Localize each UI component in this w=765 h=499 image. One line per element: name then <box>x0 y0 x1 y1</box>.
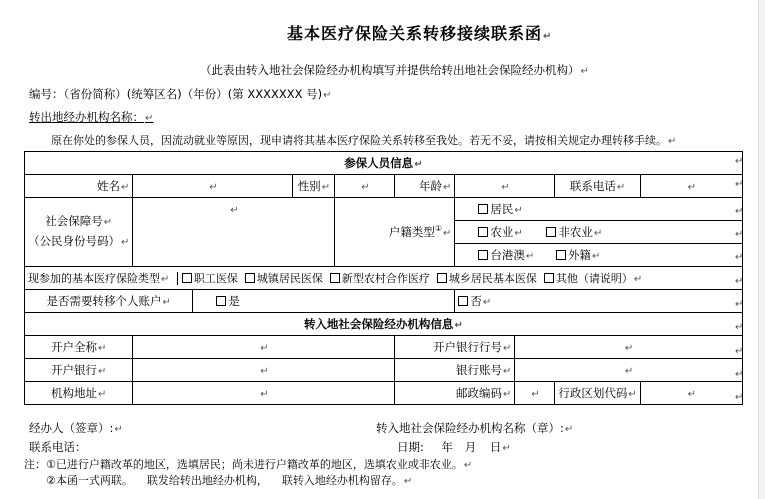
checkbox-icon[interactable] <box>216 296 226 306</box>
row-end-mark: ↵ <box>735 179 744 190</box>
address-label: 机构地址↵ <box>25 382 133 405</box>
title-text: 基本医疗保险关系转移接续联系函 <box>287 24 543 43</box>
subtitle <box>200 62 589 78</box>
region-code-field[interactable]: ↵ <box>640 382 742 405</box>
addressee-line <box>29 109 153 125</box>
bank-field[interactable]: ↵ <box>133 359 395 382</box>
region-code-label: 行政区划代码↵ <box>555 382 640 405</box>
org-name-text: 转入地社会保险经办机构名称（章）: <box>376 421 564 435</box>
age-field[interactable]: ↵ <box>455 175 555 198</box>
account-name-field[interactable]: ↵ <box>133 336 395 359</box>
intro-text: 原在你处的参保人员，因流动就业等原因，现申请将其基本医疗保险关系转移至我处。若无不妥，请按相关规定办理转移手续。 <box>51 134 667 147</box>
hukou-option-foreign[interactable]: 台港澳↵ 外籍↵ <box>455 244 742 267</box>
note-1-text: 注：①已进行户籍改革的地区，选填居民；尚未进行户籍改革的地区，选填农业或非农业。 <box>24 458 463 471</box>
checkbox-icon[interactable] <box>182 273 192 283</box>
paragraph-mark: ↵ <box>145 113 154 124</box>
row-end-mark: ↵ <box>735 229 744 240</box>
name-label: 姓名↵ <box>25 175 133 198</box>
org-name-line: 转入地社会保险经办机构名称（章）:↵ <box>376 421 574 435</box>
checkbox-icon[interactable] <box>330 273 340 283</box>
section-header-row <box>25 152 743 175</box>
postcode-label: 邮政编码↵ <box>395 382 515 405</box>
insurance-type-cell: 现参加的基本医疗保险类型↵ 职工医保 城镇居民医保 新型农村合作医疗 城乡居民基本医保 其他（请说明）↵ <box>25 267 743 290</box>
ssn-label: 社会保障号↵ （公民身份号码）↵ <box>25 198 133 267</box>
date-label: 日期: <box>397 440 424 454</box>
handler-line: 经办人（签章）:↵ <box>29 421 123 435</box>
row-end-mark: ↵ <box>735 369 744 380</box>
checkbox-icon[interactable] <box>478 227 488 237</box>
date-line: 日期: 年 月 日↵ <box>397 440 511 454</box>
note-2-part-a: ②本函一式两联。 <box>46 474 133 487</box>
note-2-part-c: 联转入地经办机构留存。 <box>281 474 403 487</box>
checkbox-icon[interactable] <box>478 204 488 214</box>
account-no-field[interactable]: ↵ <box>515 359 742 382</box>
checkbox-icon[interactable] <box>478 250 488 260</box>
row-end-mark: ↵ <box>735 276 744 287</box>
handler-text: 经办人（签章）: <box>29 421 114 435</box>
row-end-mark: ↵ <box>735 206 744 217</box>
note-1: 注：①已进行户籍改革的地区，选填居民；尚未进行户籍改革的地区，选填农业或非农业。↵ <box>24 458 473 471</box>
name-field[interactable]: ↵ <box>133 175 293 198</box>
basic-info-row <box>25 175 743 198</box>
checkbox-icon[interactable] <box>458 296 468 306</box>
date-day: 日 <box>489 440 502 454</box>
row-end-mark: ↵ <box>735 392 744 403</box>
gender-field[interactable]: ↵ <box>335 175 395 198</box>
paragraph-mark: ↵ <box>543 31 553 42</box>
bank-label: 开户银行↵ <box>25 359 133 382</box>
checkbox-icon[interactable] <box>556 250 566 260</box>
bank-row <box>25 359 743 382</box>
intro-paragraph <box>51 132 676 148</box>
contact-text: 联系电话： <box>29 440 87 454</box>
transfer-account-row <box>25 290 743 313</box>
checkbox-icon[interactable] <box>437 273 447 283</box>
row-end-mark: ↵ <box>735 322 744 333</box>
paragraph-mark: ↵ <box>580 66 589 77</box>
ssn-row-1 <box>25 198 743 221</box>
address-row <box>25 382 743 405</box>
document-title <box>287 21 552 44</box>
checkbox-icon[interactable] <box>245 273 255 283</box>
transfer-account-label: 是否需要转移个人账户↵ <box>25 290 193 313</box>
row-end-mark: ↵ <box>735 346 744 357</box>
hukou-option-agri[interactable]: 农业↵ 非农业↵ <box>455 221 742 244</box>
age-label: 年龄↵ <box>395 175 455 198</box>
row-end-mark: ↵ <box>735 299 744 310</box>
account-no-label: 银行账号↵ <box>395 359 515 382</box>
reference-number <box>29 86 332 102</box>
gender-label: 性别↵ <box>293 175 335 198</box>
row-end-mark: ↵ <box>735 156 744 167</box>
option-yes[interactable]: 是 <box>193 290 455 313</box>
bank-no-label: 开户银行行号↵ <box>395 336 515 359</box>
postcode-field[interactable]: ↵ <box>515 382 555 405</box>
note-2-part-b: 联发给转出地经办机构， <box>146 474 268 487</box>
checkbox-icon[interactable] <box>544 273 554 283</box>
section-person-info: 参保人员信息↵ <box>25 152 743 175</box>
phone-label: 联系电话↵ <box>555 175 640 198</box>
option-no[interactable]: 否↵ <box>455 290 742 313</box>
ref-text: 编号：（省份简称）(统筹区名)（年份）(第 XXXXXXX 号) <box>29 87 323 101</box>
contact-line <box>29 439 87 455</box>
ssn-field[interactable]: ↵ <box>133 198 335 267</box>
subtitle-text: （此表由转入地社会保险经办机构填写并提供给转出地社会保险经办机构） <box>200 63 580 77</box>
row-end-mark: ↵ <box>735 252 744 263</box>
scrollbar-edge[interactable] <box>758 0 765 499</box>
address-field[interactable]: ↵ <box>133 382 395 405</box>
hukou-option-resident[interactable]: 居民↵ <box>455 198 742 221</box>
paragraph-mark: ↵ <box>323 90 332 101</box>
bank-no-field[interactable]: ↵ <box>515 336 742 359</box>
account-name-label: 开户全称↵ <box>25 336 133 359</box>
checkbox-icon[interactable] <box>546 227 556 237</box>
note-2: ②本函一式两联。 联发给转出地经办机构， 联转入地经办机构留存。↵ <box>46 474 413 487</box>
addressee-text: 转出地经办机构名称： <box>29 110 144 124</box>
date-year: 年 <box>441 440 454 454</box>
section-org-info: 转入地社会保险经办机构信息↵ <box>25 313 743 336</box>
date-month: 月 <box>464 440 477 454</box>
hukou-label: 户籍类型①↵ <box>335 198 455 267</box>
form-table <box>24 151 743 405</box>
paragraph-mark: ↵ <box>668 136 677 147</box>
insurance-type-row <box>25 267 743 290</box>
phone-field[interactable]: ↵ <box>640 175 742 198</box>
section-header-row-2 <box>25 313 743 336</box>
account-name-row <box>25 336 743 359</box>
